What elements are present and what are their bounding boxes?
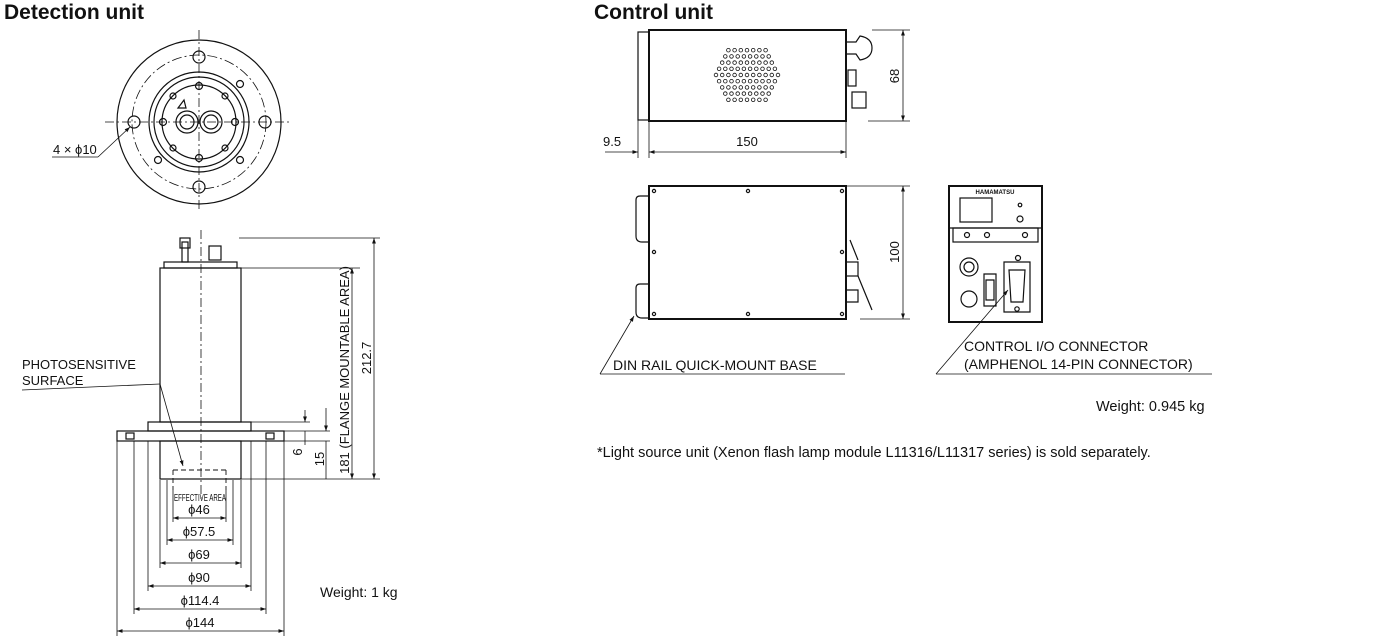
effective-area-label: EFFECTIVE AREA [174,493,227,504]
vent-hole [758,73,762,77]
detection-unit-title: Detection unit [4,1,144,24]
vent-hole [748,92,752,96]
brand-logo: HAMAMATSU [975,190,1015,196]
vent-hole [727,48,731,52]
vent-hole [739,86,743,90]
vent-hole [742,67,746,71]
vent-hole [733,86,737,90]
detection-weight: Weight: 1 kg [320,584,398,600]
vent-hole [745,73,749,77]
vent-hole [748,79,752,83]
vent-hole [739,98,743,102]
dim-6: 6 [290,448,305,456]
vent-hole [751,61,755,65]
vent-hole [745,98,749,102]
vent-hole [717,79,721,83]
vent-hole [724,67,728,71]
dim-68: 68 [887,68,902,84]
vent-hole [764,98,768,102]
vent-hole [724,55,728,59]
thumb-screw-icon [846,36,872,60]
vent-hole [720,61,724,65]
vent-hole [748,55,752,59]
vent-hole [755,55,759,59]
vent-hole [742,55,746,59]
vent-hole [739,61,743,65]
vent-hole [764,48,768,52]
vent-hole [764,86,768,90]
vent-hole [730,92,734,96]
vent-hole [761,55,765,59]
dim-144: ϕ144 [185,615,215,630]
photosensitive-label-2: SURFACE [22,373,84,388]
vent-hole [720,86,724,90]
vent-hole [736,92,740,96]
vent-hole [751,86,755,90]
vent-hole [767,79,771,83]
vent-hole [714,73,718,77]
dim-90: ϕ90 [188,570,210,585]
vent-hole [755,79,759,83]
dim-181-flange: 181 (FLANGE MOUNTABLE AREA) [337,266,352,474]
vent-hole [770,61,774,65]
vent-hole [758,98,762,102]
vent-hole [736,55,740,59]
din-rail-label: DIN RAIL QUICK-MOUNT BASE [613,357,817,373]
vent-hole [730,55,734,59]
dim-57-5: ϕ57.5 [182,524,216,539]
control-front-view [936,186,1212,374]
vent-hole [755,67,759,71]
vent-hole [727,73,731,77]
vent-hole [758,48,762,52]
vent-hole [758,61,762,65]
hole-callout: 4 × ϕ10 [53,142,97,157]
vent-hole [733,98,737,102]
dim-69: ϕ69 [188,547,210,562]
dim-150: 150 [736,134,758,149]
vent-hole [761,79,765,83]
vent-hole [727,61,731,65]
vent-hole [717,67,721,71]
vent-hole [727,98,731,102]
warning-icon [178,100,186,108]
vent-hole [773,67,777,71]
footnote: *Light source unit (Xenon flash lamp module L11316/L11317 series) is sold separately. [597,445,1151,461]
vent-hole [773,79,777,83]
control-weight: Weight: 0.945 kg [1096,399,1205,415]
dim-9-5: 9.5 [603,134,622,149]
vent-hole [720,73,724,77]
vent-hole [739,73,743,77]
vent-hole [736,79,740,83]
vent-hole [758,86,762,90]
control-side-view [600,186,910,374]
vent-hole [770,86,774,90]
vent-hole [751,73,755,77]
vent-hole [761,92,765,96]
status-led-icon [1017,216,1023,222]
connector-label-1: CONTROL I/O CONNECTOR [964,338,1149,354]
control-unit-title: Control unit [594,1,713,24]
dim-46: ϕ46 [188,502,210,517]
vent-hole [742,79,746,83]
vent-hole [767,67,771,71]
vent-hole [742,92,746,96]
dim-212-7: 212.7 [359,341,374,375]
vent-hole [730,79,734,83]
vent-hole [745,86,749,90]
dim-15: 15 [312,451,327,467]
vent-hole [767,92,771,96]
vent-hole [751,48,755,52]
vent-hole [770,73,774,77]
vent-hole [764,61,768,65]
vent-hole [733,73,737,77]
bnc-connector-icon [960,258,978,276]
display-screen [960,198,992,222]
vent-hole [764,73,768,77]
vent-hole [776,73,780,77]
vent-hole [724,92,728,96]
vent-hole [739,48,743,52]
vent-hole [751,98,755,102]
detection-top-view [52,30,292,212]
vent-hole [745,48,749,52]
vent-hole [727,86,731,90]
connector-label-2: (AMPHENOL 14-PIN CONNECTOR) [964,356,1193,372]
control-top-view [603,30,910,158]
dim-114-4: ϕ114.4 [180,593,220,608]
detection-side-view [22,230,398,636]
vent-hole [733,61,737,65]
vent-grille [714,48,780,101]
photosensitive-label-1: PHOTOSENSITIVE [22,357,136,372]
vent-hole [748,67,752,71]
vent-hole [724,79,728,83]
vent-hole [733,48,737,52]
vent-hole [767,55,771,59]
power-connector-icon [961,291,977,307]
vent-hole [755,92,759,96]
vent-hole [745,61,749,65]
vent-hole [730,67,734,71]
dim-100: 100 [887,241,902,263]
vent-hole [761,67,765,71]
vent-hole [736,67,740,71]
